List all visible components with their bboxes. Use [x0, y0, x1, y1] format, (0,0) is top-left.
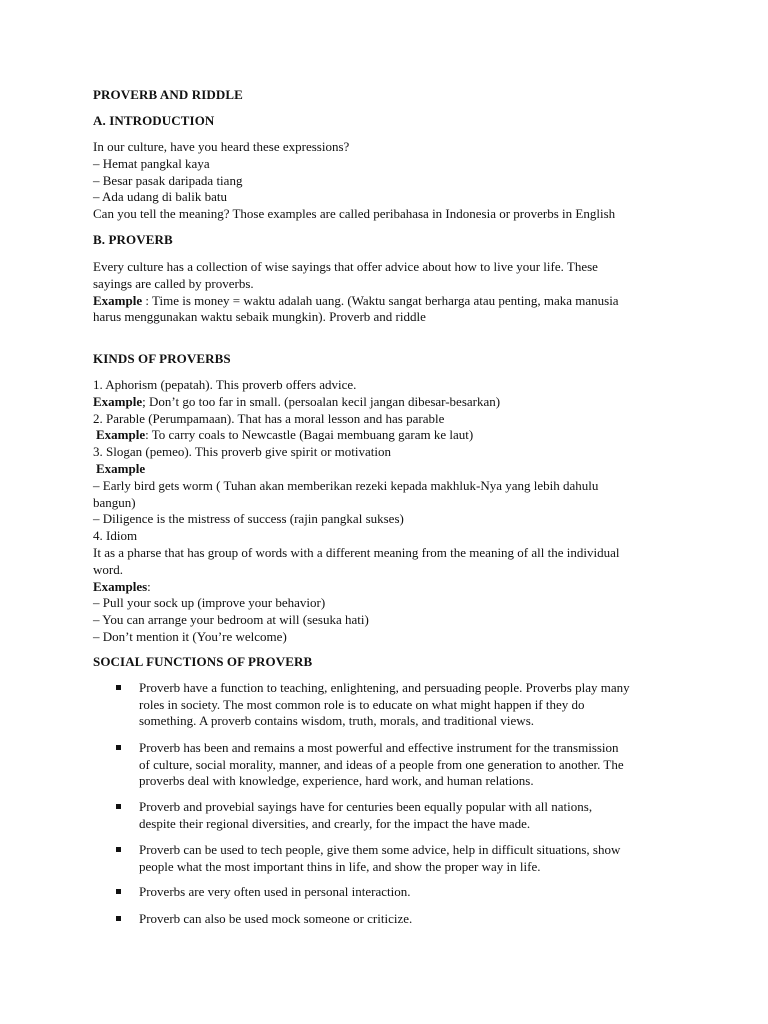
list-item-line: Proverb and provebial sayings have for centuries been equally popular with all nations, — [139, 799, 593, 814]
list-item-line: despite their regional diversities, and crearly, for the impact the have made. — [139, 815, 531, 831]
kinds-line: 3. Slogan (pemeo). This proverb give spirit or motivation — [93, 444, 391, 460]
example-label: Example — [96, 427, 146, 443]
bullet-icon — [116, 804, 121, 809]
list-item — [116, 740, 624, 790]
intro-section — [93, 139, 683, 223]
intro-line: In our culture, have you heard these expressions? — [93, 139, 350, 154]
example-text: : — [147, 578, 151, 594]
example-label: Example — [93, 393, 143, 409]
kinds-section — [93, 377, 683, 646]
list-item-line: something. A proverb contains wisdom, truth, morals, and traditional views. — [139, 713, 535, 729]
list-item-line: Proverbs are very often used in personal interaction. — [139, 884, 411, 899]
list-item-line: Proverb can be used to tech people, give them some advice, help in difficult situations, show — [139, 842, 621, 857]
kinds-line: 4. Idiom — [93, 528, 138, 544]
kinds-line: – Pull your sock up (improve your behavior) — [93, 595, 326, 611]
example-text: ; Don’t go too far in small. (persoalan kecil jangan dibesar-besarkan) — [142, 393, 501, 409]
proverb-example-cont: harus menggunakan waktu sebaik mungkin). Proverb and riddle — [93, 309, 426, 325]
list-item-line: of culture, social morality, manner, and ideas of a people from one generation to another. The — [139, 756, 624, 772]
kinds-line: 1. Aphorism (pepatah). This proverb offers advice. — [93, 377, 357, 392]
kinds-line — [93, 427, 683, 444]
example-label: Examples — [93, 578, 148, 594]
kinds-heading: KINDS OF PROVERBS — [93, 351, 231, 366]
example-text: : Time is money = waktu adalah uang. (Waktu sangat berharga atau penting, maka manusia — [142, 292, 619, 308]
list-item-line: proverbs deal with knowledge, experience, hard work, and human relations. — [139, 773, 534, 789]
bullet-icon — [116, 916, 121, 921]
example-text: : To carry coals to Newcastle (Bagai membuang garam ke laut) — [145, 427, 474, 443]
kinds-line: 2. Parable (Perumpamaan). That has a moral lesson and has parable — [93, 410, 445, 426]
list-item-line: Proverb has been and remains a most powerful and effective instrument for the transmission — [139, 740, 619, 755]
list-item — [116, 842, 620, 875]
list-item-line: roles in society. The most common role is to educate on what might happen if they do — [139, 696, 585, 712]
proverb-example-line — [93, 293, 683, 310]
list-item — [116, 884, 410, 901]
kinds-line: – You can arrange your bedroom at will (sesuka hati) — [93, 612, 369, 628]
list-item-line: Proverb can also be used mock someone or criticize. — [139, 911, 413, 926]
list-item-line: Proverb have a function to teaching, enlightening, and persuading people. Proverbs play many — [139, 680, 630, 695]
list-item — [116, 799, 592, 832]
list-item — [116, 680, 630, 730]
intro-line: – Ada udang di balik batu — [93, 189, 227, 205]
kinds-line: – Early bird gets worm ( Tuhan akan memberikan rezeki kepada makhluk-Nya yang lebih dahulu — [93, 477, 599, 493]
kinds-line: bangun) — [93, 494, 136, 510]
kinds-line: – Don’t mention it (You’re welcome) — [93, 628, 287, 644]
intro-line: – Besar pasak daripada tiang — [93, 172, 243, 188]
proverb-line: sayings are called by proverbs. — [93, 275, 254, 291]
bullet-icon — [116, 745, 121, 750]
intro-heading: A. INTRODUCTION — [93, 113, 215, 128]
social-heading: SOCIAL FUNCTIONS OF PROVERB — [93, 654, 313, 669]
document-title: PROVERB AND RIDDLE — [93, 87, 243, 102]
proverb-line: Every culture has a collection of wise sayings that offer advice about how to live your life. These — [93, 259, 598, 274]
kinds-line — [93, 394, 683, 411]
kinds-line — [93, 579, 683, 596]
proverb-heading: B. PROVERB — [93, 232, 173, 247]
bullet-icon — [116, 889, 121, 894]
bullet-icon — [116, 685, 121, 690]
bullet-icon — [116, 847, 121, 852]
kinds-line: word. — [93, 561, 123, 577]
kinds-line: It as a pharse that has group of words with a different meaning from the meaning of all the individual — [93, 544, 620, 560]
example-label: Example — [93, 292, 143, 308]
intro-line: Can you tell the meaning? Those examples are called peribahasa in Indonesia or proverbs in English — [93, 206, 616, 222]
list-item — [116, 911, 412, 928]
proverb-section — [93, 259, 683, 326]
list-item-line: people what the most important thins in life, and show the proper way in life. — [139, 858, 541, 874]
example-label: Example — [96, 460, 146, 476]
kinds-line: – Diligence is the mistress of success (rajin pangkal sukses) — [93, 511, 404, 527]
intro-line: – Hemat pangkal kaya — [93, 155, 210, 171]
